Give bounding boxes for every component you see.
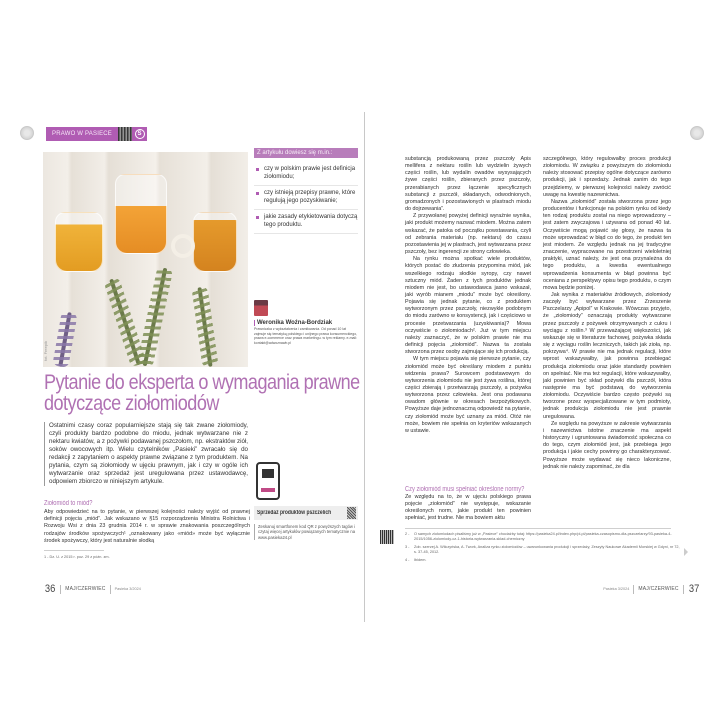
- footnote-text: O samych ziołomiodach pisaliśmy już w „Pasiece” chociażby tutaj: https://pasieka24.pl/index.php/pl-pl/pasieka-czasopismo-dla-pszczelarzy/93-pasieka-4-2015/1056-ziolomiody-cz-1-historia-wytwarzania-sklad-chemiczny: [414, 532, 672, 541]
- key-point-item: czy w polskim prawie jest definicja ziołomiodu;: [254, 162, 358, 186]
- footnote-number: 1 -: [44, 555, 49, 559]
- body-column-1: [405, 156, 531, 435]
- footnote: [405, 545, 680, 555]
- magazine-label: Pasieka 3/2024: [114, 587, 141, 591]
- qr-code-icon[interactable]: [347, 507, 356, 519]
- seal-icon: [20, 126, 34, 140]
- next-page-arrow-icon[interactable]: [684, 548, 688, 556]
- article-title: Pytanie do eksperta o wymagania prawne dotyczące ziołomiodów: [44, 371, 360, 415]
- s-circle-icon: S: [132, 127, 147, 141]
- author-name: Weronika Woźna-Bordziak: [254, 320, 358, 326]
- issue-label: MAJ/CZERWIEC: [638, 586, 679, 592]
- paragraph: substancją produkowaną przez pszczoły Apis mellifera z nektaru roślin lub wydzielin żywych części roślin, lub wydalin owadów wysysających żywe części roślin, zbieranych przez pszczoły, przerabianych przez łączenie specyficznych substancji z pszczół, składanych, odwodnionych, gromadzonych i pozostawionych w plastrach miodu do dojrzewania”.: [405, 156, 531, 213]
- qr-code-icon[interactable]: [380, 530, 394, 544]
- footnote-number: 4 -: [405, 558, 410, 562]
- qr-code-icon[interactable]: [118, 127, 132, 141]
- paragraph: szczególnego, który regulowałby proces produkcji ziołomiodu. W związku z powyższym do ziołomiodu należy stosować przepisy ogólne dotyczące zarówno produkcji, jak i sprzedaży. Jednak zanim do tego przejdziemy, w pierwszej kolejności należy zwrócić uwagę na kwestię nazewnictwa.: [543, 156, 671, 198]
- paragraph: W tym miejscu pojawia się pierwsze pytanie, czy ziołomiód może być określany miodem z punktu widzenia prawa? Surowcem podstawowym do wytworzenia ziołomiodu nie jest żywa roślina, której części zbierają i przetwarzają pszczoły, a pożywka wytworzona przez człowieka. Jest ona podawana owadom głównie w okresach bezpożytkowych. Powyższe daje jednoznaczną odpowiedź na pytanie, czy ziołomiód może być uznany za miód. Otóż nie może, bowiem nie spełnia on kryteriów wskazanych w ustawie.: [405, 356, 531, 434]
- footnote-text: Zob. szerzej A. Wilczyńska, A. Twork, Analiza rynku ziołomiodów – uwarunkowania produkcji i sprzedaży, Zeszyty Naukowe Akademii Morskiej w Gdyni, nr 72, s. 37-45, 2012.: [414, 545, 680, 554]
- footnote-text: Dz. U. z 2015 r. poz. 29 z późn. zm.: [49, 555, 110, 559]
- paragraph: Nazwa „ziołomiód” została stworzona przez jego producentów i funkcjonuje na polskim rynku od kiedy ten rodzaj produktu został na niego wprowadzony – jest zatem zwyczajowa i używana od ponad 40 lat. Oczywiście mogą pojawić się głosy, że nazwa ta może wprowadzać w błąd co do tego, że produkt ten jest miodem. Ze względu jednak na jej tradycyjne znaczenie, wypracowane na przestrzeni wieloletniej praktyki, uznać należy, że jest ona przynależna do tego produktu, a kwestia ewentualnego wprowadzenia konsumenta w błąd powinna być oceniana z perspektywy opisu tego produktu, o czym mowa będzie poniżej.: [543, 198, 671, 291]
- herb-sprig: [197, 287, 212, 367]
- footnote: [405, 532, 680, 542]
- key-points-list: [254, 162, 358, 234]
- key-point-item: jakie zasady etykietowania dotyczą tego produktu.: [254, 210, 358, 234]
- magazine-label: Pasieka 3/2024: [603, 587, 630, 591]
- subheading: Ziołomiód to miód?: [44, 500, 93, 507]
- jar-lid: [171, 234, 195, 258]
- subheading: Czy ziołomiód musi spełniać określone normy?: [405, 486, 525, 493]
- page-footer-left: [44, 583, 141, 595]
- qr-promo-box: [254, 462, 358, 540]
- body-column-2: [543, 156, 671, 471]
- paragraph: Na rynku można spotkać wiele produktów, których postać do złudzenia przypomina miód, jak wszelkiego rodzaju słodkie syropy, czy nawet sztuczny miód. Żaden z tych produktów jednak miodem nie jest, bo ustawodawca jasno wskazał, jaki wyrób mianem „miodu” może być określony. Pojawia się jednak pytanie, co z produktem wytworzonym przez pszczoły, niezwykle podobnym do miodu zarówno w konsystencji, jak i częściowo w procesie przetwarzania (uzyskiwania)? Mowa oczywiście o ziołomiodach². Już w tym miejscu należy zaznaczyć, że w polskim prawie nie ma definicji pojęcia „ziołomiód”. Nazwa ta została stworzona przez osoby zajmujące się ich produkcją.: [405, 256, 531, 356]
- promo-tag-label: Sprzedaż produktów pszczelich: [257, 510, 332, 516]
- footnote-divider: [405, 528, 671, 529]
- footer-divider: [683, 585, 684, 594]
- honey-jar: [55, 212, 103, 272]
- article-lead: Ostatnimi czasy coraz popularniejsze stają się tak zwane ziołomiody, czyli produkty bardzo podobne do miodu, jednak wytwarzane nie z nektaru kwiatów, a z pożywki podawanej pszczołom, np. ekstraktów ziół, soków owocowych itp. Wielu czytelników „Pasieki” zwracało się do redakcji z zapytaniem o aspekty prawne związane z tym produktem. Na pytania, czym są ziołomiody w ujęciu prawnym, jak i czy w ogóle ich wytwarzanie oraz sprzedaż jest uregulowana przez ustawodawcę, odpowiem zbiorczo w niniejszym artykule.: [44, 422, 248, 486]
- key-points-box: [254, 148, 358, 234]
- article-photo: [43, 152, 248, 367]
- smartphone-icon: [256, 462, 280, 500]
- footnotes-right: [405, 532, 680, 566]
- photo-credit: fot. Freepik: [43, 340, 48, 361]
- promo-tag[interactable]: [254, 506, 358, 520]
- footnote: [405, 558, 680, 563]
- footer-divider: [60, 585, 61, 594]
- seal-icon: [690, 126, 704, 140]
- footnote-number: 3 -: [405, 545, 410, 549]
- lavender-sprig: [58, 312, 71, 367]
- page-gutter-divider: [364, 112, 365, 622]
- author-avatar: [254, 300, 268, 316]
- herb-sprig: [143, 268, 168, 367]
- paragraph: Jak wynika z materiałów źródłowych, ziołomiody zaczęły być wytwarzane przez Zrzeszenie Pszczelarzy „Apipol” w Krakowie. Wówczas przyjęto, że „ziołomiody” oznaczają produkty wytwarzane przez pszczoły z pożywek otrzymywanych z cukru i wyciągu z roślin.³ W przeważającej większości, jak wskazuje się w literaturze fachowej, pożywka składa się z wyciągu roślin leczniczych, takich jak zioła, np. pokrzywa⁴. W prawie nie ma jednak regulacji, które wprost wskazywałby, jak powinna przebiegać produkcja ziołomiodu oraz jakie standardy powinien on spełniać. Nie ma też regulacji, które wskazywałby, jaki powinien być skład pożywki dla pszczół, która następnie ma być podstawą do wytworzenia ziołomiodu. Oczywiście bardzo często pożywki są tworzone przez wyspecjalizowane w tym podmioty, jednak produkcja ziołomiodu nie jest prawnie uregulowana.: [543, 291, 671, 420]
- section-header: [46, 127, 147, 141]
- paragraph: Ze względu na powyższe w zakresie wytwarzania i nazewnictwa istotne znaczenie ma aspekt historyczny i ugruntowana świadomość społeczna co do tego, czym ziołomiód jest, jak przebiega jego produkcja i jakie cechy powinny go charakteryzować. Powyższe może wydawać się nieco lakoniczne, jednak nie należy zapominać, że dla: [543, 420, 671, 470]
- page-number: 36: [44, 583, 56, 595]
- issue-label: MAJ/CZERWIEC: [65, 586, 106, 592]
- key-points-heading: Z artykułu dowiesz się m.in.:: [254, 148, 358, 158]
- promo-text: Zeskanuj smartfonem kod QR z powyższych tagów i czytaj więcej artykułów powiązanych tematycznie na www.pasieka24.pl: [254, 524, 358, 540]
- honey-jar: [193, 212, 237, 272]
- footnote: [44, 555, 110, 559]
- section-label: PRAWO W PASIECE: [46, 127, 118, 141]
- author-bio: Prawniczka z wykształcenia i zamiłowania. Od ponad 10 lat zajmuje się tematyką polskiego i unijnego prawa konsumenckiego, prawa e-commerce oraz prawa marketingu. w tym reklamy. e-mail: kontakt@adwoznawb.pl: [254, 327, 358, 345]
- footnote-divider: [44, 550, 104, 551]
- paragraph: Ze względu na to, że w ujęciu polskiego prawa pojęcie „ziołomiód” nie występuje, wskazanie określonych norm, jakie produkt ten powinien spełniać, jest trudne. Nie ma bowiem aktu: [405, 494, 531, 522]
- author-box: [254, 300, 358, 345]
- paragraph: Z przywołanej powyżej definicji wyraźnie wynika, jaki produkt możemy nazwać miodem. Można zatem wskazać, że patoka od początku powstawania, czyli od zebrania materiału (np. nektaru) do czasu pozostawienia jej w plastrach, jest wytwarzana przez pszczoły, bez ingerencji ze strony człowieka.: [405, 213, 531, 256]
- footer-divider: [633, 585, 634, 594]
- footnote-number: 2 -: [405, 532, 410, 536]
- footer-divider: [110, 585, 111, 594]
- key-point-item: czy istnieją przepisy prawne, które regulują jego pozyskiwanie;: [254, 186, 358, 210]
- honey-jar: [115, 174, 167, 254]
- page-footer-right: [603, 583, 700, 595]
- herb-sprig: [109, 279, 141, 366]
- page-number: 37: [688, 583, 700, 595]
- footnote-text: Ibidem.: [414, 558, 427, 562]
- body-text-left: Aby odpowiedzieć na to pytanie, w pierwszej kolejności należy wyjść od prawnej definicji pojęcia „miód”. Jak wskazano w §15 rozporządzenia Ministra Rolnictwa i Rozwoju Wsi z dnia 23 grudnia 2014 r. w sprawie znakowania poszczególnych rodzajów środków spożywczych¹ „oznakowany jako «miód» może być wyłącznie środek spożywczy, który jest naturalnie słodką: [44, 509, 250, 544]
